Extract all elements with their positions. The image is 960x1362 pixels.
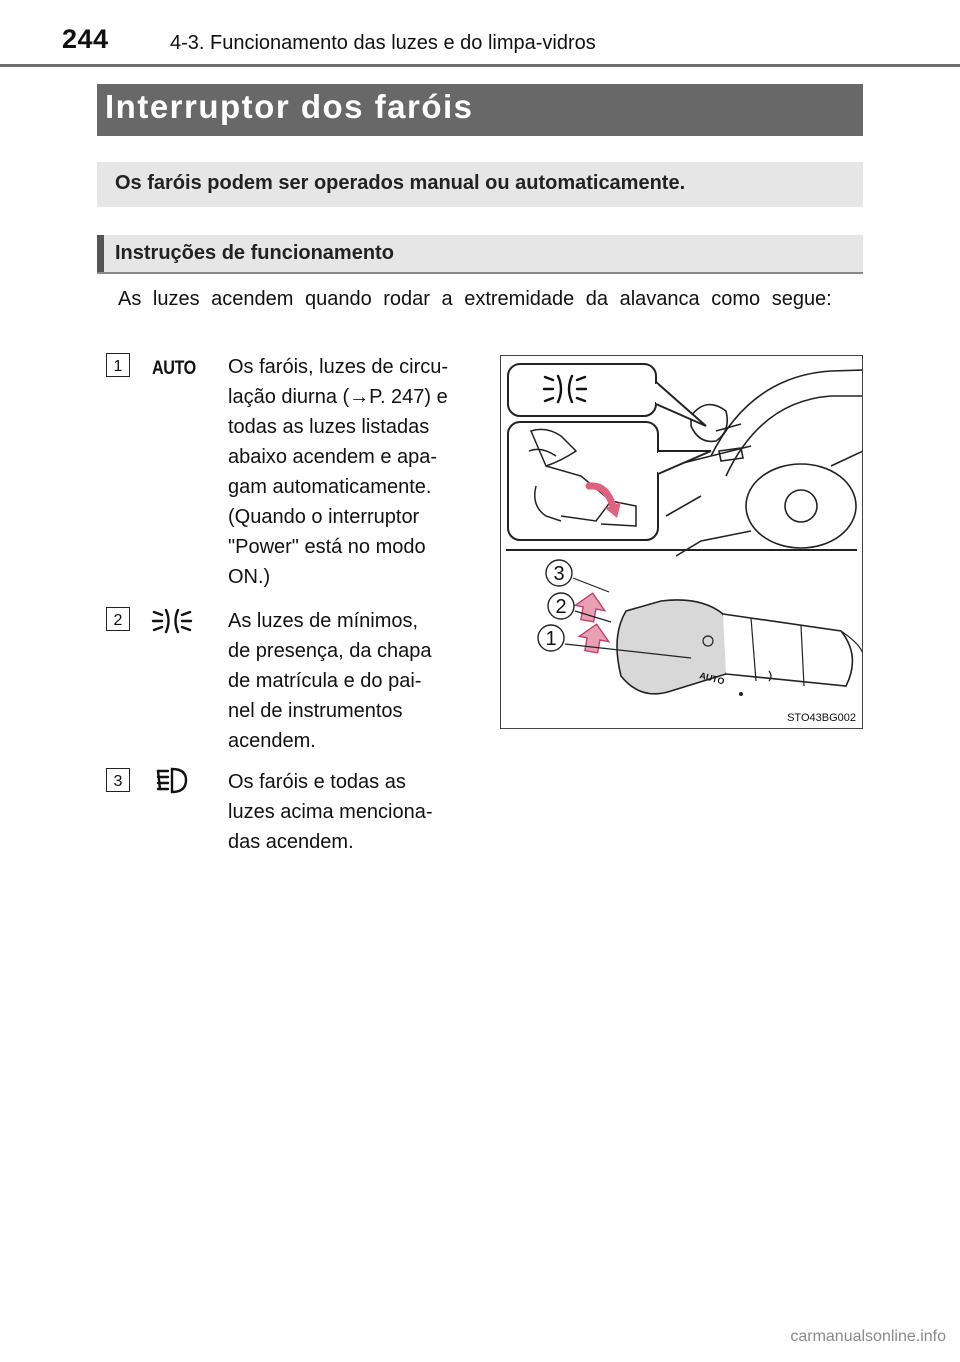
item-1-line: gam automaticamente. [228,476,432,498]
item-1-line: lação diurna (→P. 247) e [228,386,448,408]
item-2-line: As luzes de mínimos, [228,610,419,632]
rotation-arrows [573,591,611,655]
steering-wheel-sketch [666,370,863,556]
hand-rotation-bubble [508,422,711,540]
callout-1-label: 1 [545,628,557,650]
lever-sketch [617,600,863,696]
parking-lights-icon [148,604,196,638]
item-number-1 [106,353,130,377]
section-accent [97,235,104,272]
item-number-3 [106,768,130,792]
figure-code: STO43BG002 [787,712,856,724]
item-3-text [228,767,476,857]
header-rule [0,64,960,67]
svg-text:2: 2 [113,612,123,629]
item-2-line: nel de instrumentos [228,700,403,722]
section-heading [97,235,863,274]
headlight-callout-bubble [508,364,706,426]
headlight-switch-figure [500,355,863,729]
callout-3-label: 3 [553,563,565,585]
svg-text:1: 1 [113,358,123,375]
summary-box [97,162,863,207]
page-title-bar [97,84,863,136]
item-1-line: abaixo acendem e apa- [228,446,438,468]
item-2-line: de matrícula e do pai- [228,670,422,692]
item-1-line: todas as luzes listadas [228,416,430,438]
figure-illustration [501,356,863,729]
item-2-line: acendem. [228,730,316,752]
item-3-line: luzes acima menciona- [228,801,433,823]
item-1-text [228,352,476,592]
item-1-line: "Power" está no modo [228,536,426,558]
headlight-icon [148,764,196,798]
chapter-title: 4-3. Funcionamento das luzes e do limpa-vidros [170,32,596,54]
item-1-line: ON.) [228,566,271,588]
item-2-text [228,606,476,756]
svg-text:3: 3 [113,773,123,790]
item-number-2 [106,607,130,631]
page-number: 244 [62,24,109,54]
callout-2-label: 2 [555,596,567,618]
item-1-line: Os faróis, luzes de circu- [228,356,449,378]
summary-text: Os faróis podem ser operados manual ou automaticamente. [115,172,686,194]
watermark[interactable]: carmanualsonline.info [790,1328,946,1345]
item-1-line: (Quando o interruptor [228,506,420,528]
lever-auto-label: AUTO [698,670,726,687]
item-3-line: Os faróis e todas as [228,771,406,793]
section-heading-text: Instruções de funcionamento [115,242,394,264]
auto-icon: AUTO [152,358,196,379]
page-title: Interruptor dos faróis [105,88,474,125]
item-2-line: de presença, da chapa [228,640,432,662]
item-3-line: das acendem. [228,831,354,853]
intro-paragraph: As luzes acendem quando rodar a extremidade da alavanca como segue: [118,288,832,310]
